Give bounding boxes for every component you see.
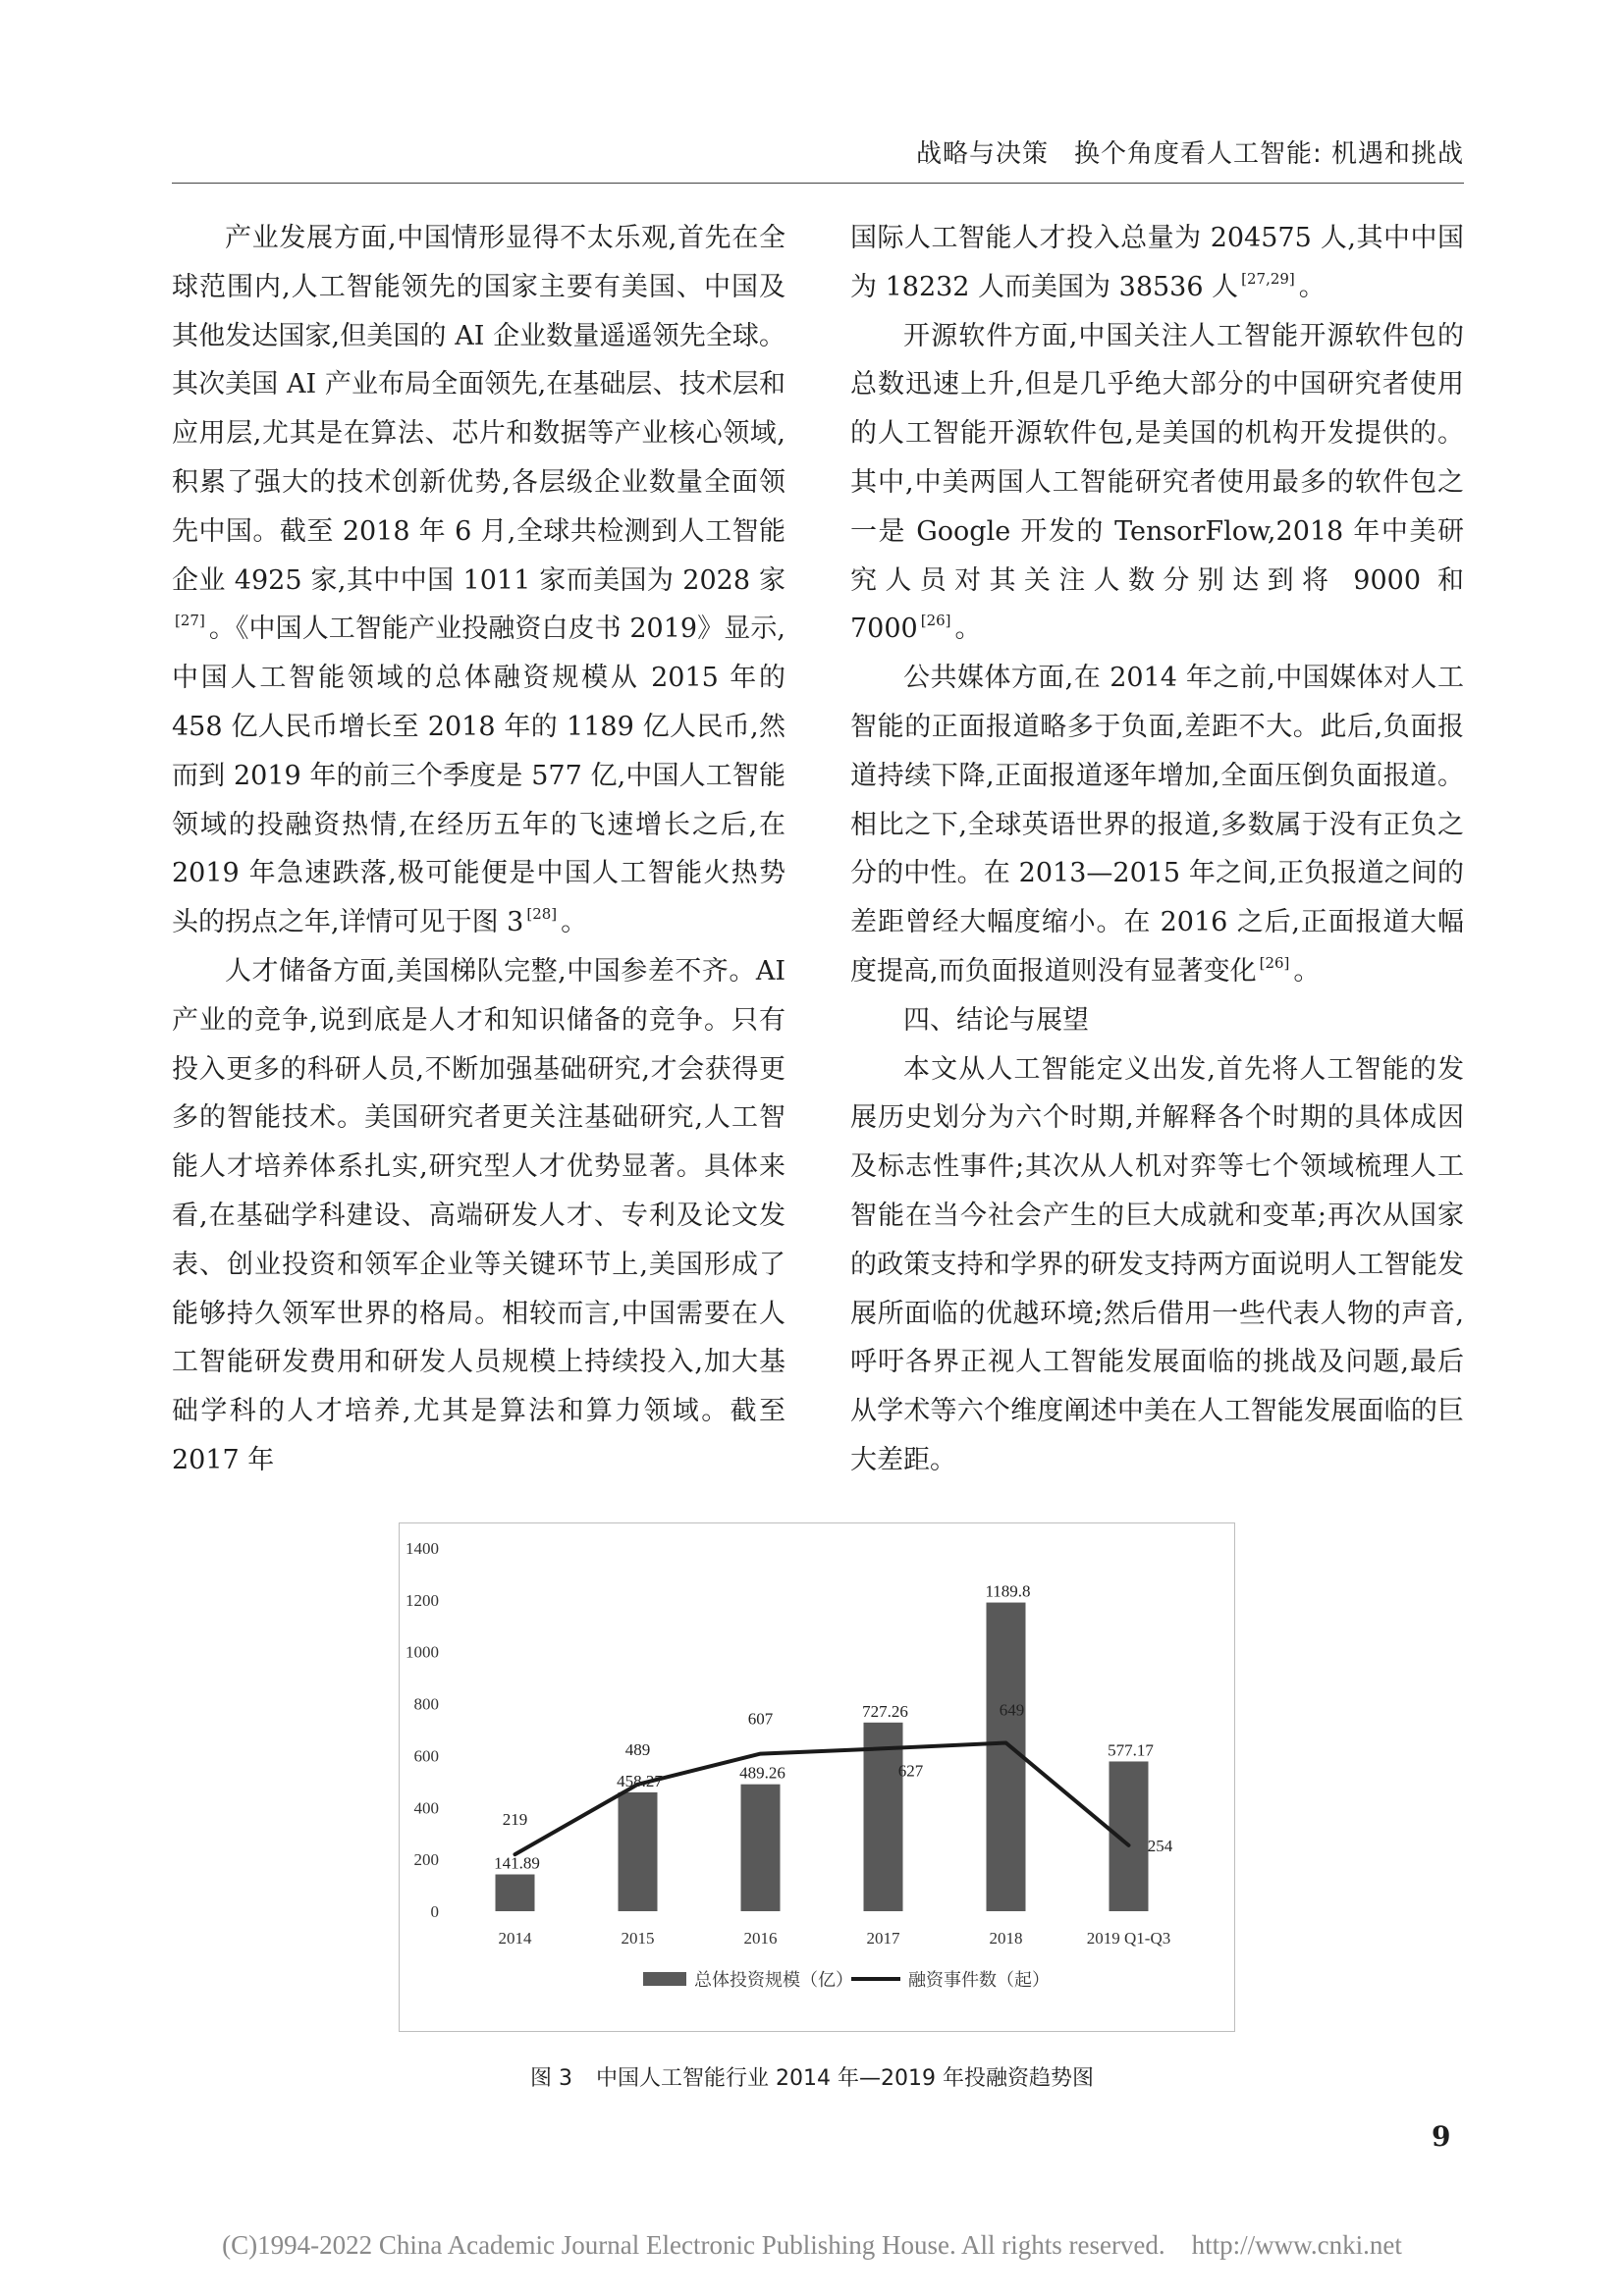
citation: [26]: [1259, 953, 1290, 972]
figure-label: 图 3: [530, 2066, 573, 2091]
citation: [27]: [175, 612, 205, 630]
x-tick-label: 2014: [498, 1929, 532, 1948]
bar: [987, 1603, 1026, 1911]
footer-url: http://www.cnki.net: [1191, 2230, 1402, 2260]
line-data-label: 254: [1147, 1836, 1173, 1855]
x-tick-label: 2019 Q1-Q3: [1086, 1929, 1171, 1948]
figure-3-chart: [399, 1522, 1235, 2032]
footer-line: [0, 2230, 1624, 2261]
page-number: 9: [1432, 2120, 1451, 2153]
legend-swatch-bar: [643, 1972, 686, 1986]
y-tick-label: 800: [413, 1694, 439, 1714]
figure-title: 中国人工智能行业 2014 年—2019 年投融资趋势图: [596, 2066, 1094, 2091]
paragraph-open-source: 开源软件方面,中国关注人工智能开源软件包的总数迅速上升,但是几乎绝大部分的中国研究者使用的人工智能开源软件包,是美国的机构开发提供的。其中,中美两国人工智能研究者使用最多的软件包之一是 Google 开发的 TensorFlow,2018 年中美研究人员对其关注人数分别达到将 9000 和 7000 [26] 。: [850, 320, 1464, 645]
y-tick-label: 0: [430, 1902, 439, 1921]
paragraph-talent: 人才储备方面,美国梯队完整,中国参差不齐。AI 产业的竞争,说到底是人才和知识储备的竞争。只有投入更多的科研人员,不断加强基础研究,才会获得更多的智能技术。美国研究者更关注基础研究,人工智能人才培养体系扎实,研究型人才优势显著。具体来看,在基础学科建设、高端研发人才、专利及论文发表、创业投资和领军企业等关键环节上,美国形成了能够持久领军世界的格局。相较而言,中国需要在人工智能研发费用和研发人员规模上持续投入,加大基础学科的人才培养,尤其是算法和算力领域。截至 2017 年: [172, 955, 785, 1475]
line-data-label: 627: [897, 1761, 924, 1781]
y-tick-label: 1400: [406, 1539, 439, 1558]
y-tick-label: 400: [413, 1798, 439, 1818]
bar-data-label: 141.89: [494, 1853, 540, 1873]
x-tick-label: 2018: [989, 1929, 1023, 1948]
line-series: [515, 1739, 1129, 1854]
bar: [741, 1785, 781, 1911]
bar-data-label: 727.26: [862, 1701, 908, 1721]
chart-svg: [400, 1523, 1234, 2031]
footer-copyright: (C)1994-2022 China Academic Journal Electronic Publishing House. All rights reserved.: [222, 2230, 1165, 2260]
legend-label-bar: 总体投资规模（亿）: [694, 1970, 853, 1990]
paragraph-talent-continued: 国际人工智能人才投入总量为 204575 人,其中中国为 18232 人而美国为 38536 人 [27,29] 。: [850, 223, 1464, 302]
y-tick-label: 200: [413, 1850, 439, 1870]
line-data-label: 489: [624, 1739, 651, 1759]
left-column: [172, 214, 785, 1485]
header-article-title: 换个角度看人工智能: 机遇和挑战: [1073, 139, 1464, 169]
line-data-label: 219: [502, 1810, 528, 1830]
paragraph-media: 公共媒体方面,在 2014 年之前,中国媒体对人工智能的正面报道略多于负面,差距不大。此后,负面报道持续下降,正面报道逐年增加,全面压倒负面报道。相比之下,全球英语世界的报道,多数属于没有正负之分的中性。在 2013—2015 年之间,正负报道之间的差距曾经大幅度缩小。在 2016 之后,正面报道大幅度提高,而负面报道则没有显著变化 [26] 。: [850, 663, 1464, 987]
bar-data-label: 489.26: [739, 1763, 785, 1783]
y-tick-label: 600: [413, 1746, 439, 1766]
line-data-label: 649: [999, 1700, 1025, 1720]
bar: [619, 1792, 658, 1911]
citation: [28]: [526, 905, 558, 924]
header-rule: [172, 183, 1464, 184]
line-data-label: 607: [747, 1709, 774, 1729]
x-tick-label: 2017: [866, 1929, 900, 1948]
citation: [27,29]: [1241, 269, 1295, 288]
paragraph-conclusion: 本文从人工智能定义出发,首先将人工智能的发展历史划分为六个时期,并解释各个时期的具体成因及标志性事件;其次从人机对弈等七个领域梳理人工智能在当今社会产生的巨大成就和变革;再次从国家的政策支持和学界的研发支持两方面说明人工智能发展所面临的优越环境;然后借用一些代表人物的声音,呼吁各界正视人工智能发展面临的挑战及问题,最后从学术等六个维度阐述中美在人工智能发展面临的巨大差距。: [850, 1053, 1464, 1475]
section-heading: 四、结论与展望: [903, 1004, 1089, 1036]
figure-caption: [0, 2061, 1624, 2092]
bar-data-label: 577.17: [1108, 1740, 1154, 1760]
paragraph-industry: 产业发展方面,中国情形显得不太乐观,首先在全球范围内,人工智能领先的国家主要有美国、中国及其他发达国家,但美国的 AI 企业数量遥遥领先全球。其次美国 AI 产业布局全面领先,在基础层、技术层和应用层,尤其是在算法、芯片和数据等产业核心领域,积累了强大的技术创新优势,各层级企业数量全面领先中国。截至 2018 年 6 月,全球共检测到人工智能企业 4925 家,其中中国 1011 家而美国为 2028 家[27] 。《中国人工智能产业投融资白皮书 2019》显示,中国人工智能领域的总体融资规模从 2015 年的 458 亿人民币增长至 2018 年的 1189 亿人民币,然而到 2019 年的前三个季度是 577 亿,中国人工智能领域的投融资热情,在经历五年的飞速增长之后,在 2019 年急速跌落,极可能便是中国人工智能火热势头的拐点之年,详情可见于图 3 [28] 。: [172, 223, 785, 938]
running-header: [916, 133, 1464, 170]
bar: [496, 1875, 535, 1911]
y-tick-label: 1200: [406, 1590, 439, 1610]
y-tick-label: 1000: [406, 1642, 439, 1662]
right-column: [850, 214, 1464, 1485]
x-tick-label: 2016: [743, 1929, 778, 1948]
bar-data-label: 458.27: [617, 1771, 663, 1790]
x-tick-label: 2015: [621, 1929, 655, 1948]
citation: [26]: [920, 612, 951, 630]
legend-label-line: 融资事件数（起）: [908, 1970, 1050, 1990]
bar-data-label: 1189.8: [985, 1581, 1031, 1601]
header-section: 战略与决策: [915, 139, 1049, 169]
